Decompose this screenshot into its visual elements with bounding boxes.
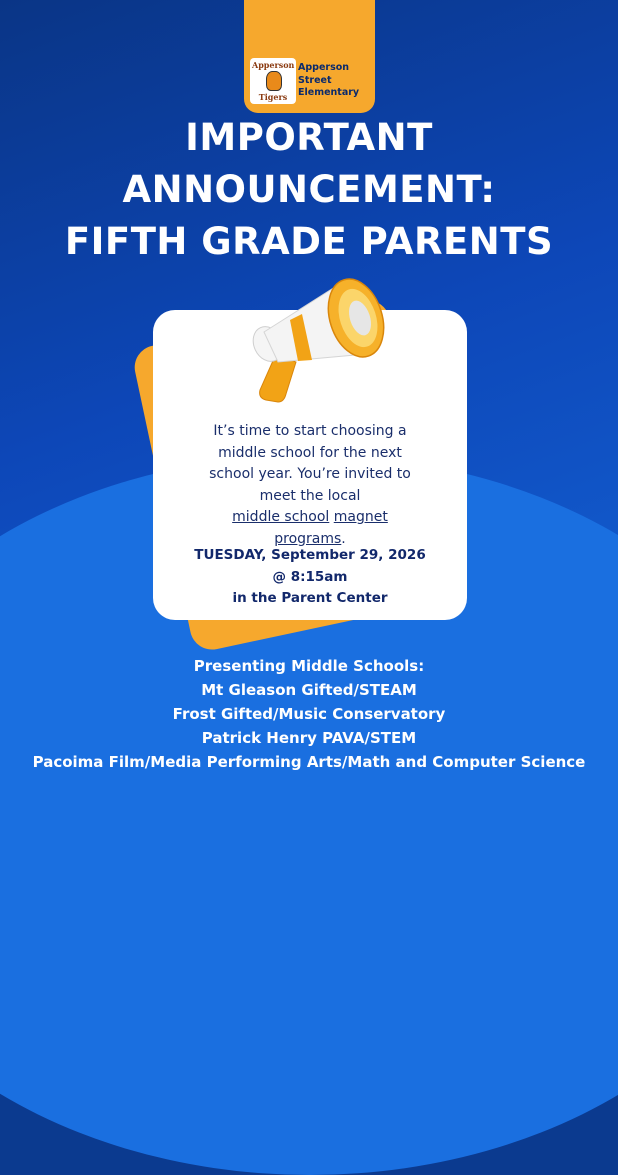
event-date: TUESDAY, September 29, 2026: [194, 547, 426, 563]
school-name: [298, 62, 374, 100]
logo-badge-bottom: Tigers: [258, 92, 288, 102]
school-item: Pacoima Film/Media Performing Arts/Math and Computer Science: [32, 753, 586, 771]
invite-line: meet the local: [259, 487, 361, 504]
tiger-mascot-icon: [266, 71, 282, 91]
invitation-text: [153, 421, 467, 550]
event-place: in the Parent Center: [232, 590, 388, 606]
school-name-line: Elementary: [298, 87, 360, 98]
page-title: [0, 112, 618, 268]
period: .: [341, 530, 346, 547]
invite-links-line: [153, 507, 467, 529]
school-logo: [250, 58, 296, 104]
event-details: [153, 545, 467, 610]
school-item: Mt Gleason Gifted/STEAM: [201, 681, 417, 699]
school-item: Frost Gifted/Music Conservatory: [172, 705, 446, 723]
title-line-1: IMPORTANT: [185, 116, 433, 159]
presenting-schools: [0, 654, 618, 774]
school-name-line: Street: [298, 74, 332, 86]
programs-link[interactable]: programs: [274, 530, 342, 547]
presenting-heading: Presenting Middle Schools:: [193, 657, 425, 675]
event-time: @ 8:15am: [272, 568, 348, 585]
title-line-2: ANNOUNCEMENT:: [122, 168, 496, 211]
invite-line: middle school for the next: [218, 444, 402, 461]
middle-school-link[interactable]: middle school: [232, 509, 330, 525]
invite-line: school year. You’re invited to: [209, 466, 411, 482]
logo-badge-top: Apperson: [252, 60, 295, 70]
school-item: Patrick Henry PAVA/STEM: [201, 729, 417, 747]
school-name-line: Apperson: [298, 62, 350, 73]
invite-line: It’s time to start choosing a: [213, 423, 407, 439]
title-line-3: FIFTH GRADE PARENTS: [64, 220, 554, 263]
magnet-link[interactable]: magnet: [333, 509, 388, 525]
megaphone-icon: [238, 262, 388, 422]
